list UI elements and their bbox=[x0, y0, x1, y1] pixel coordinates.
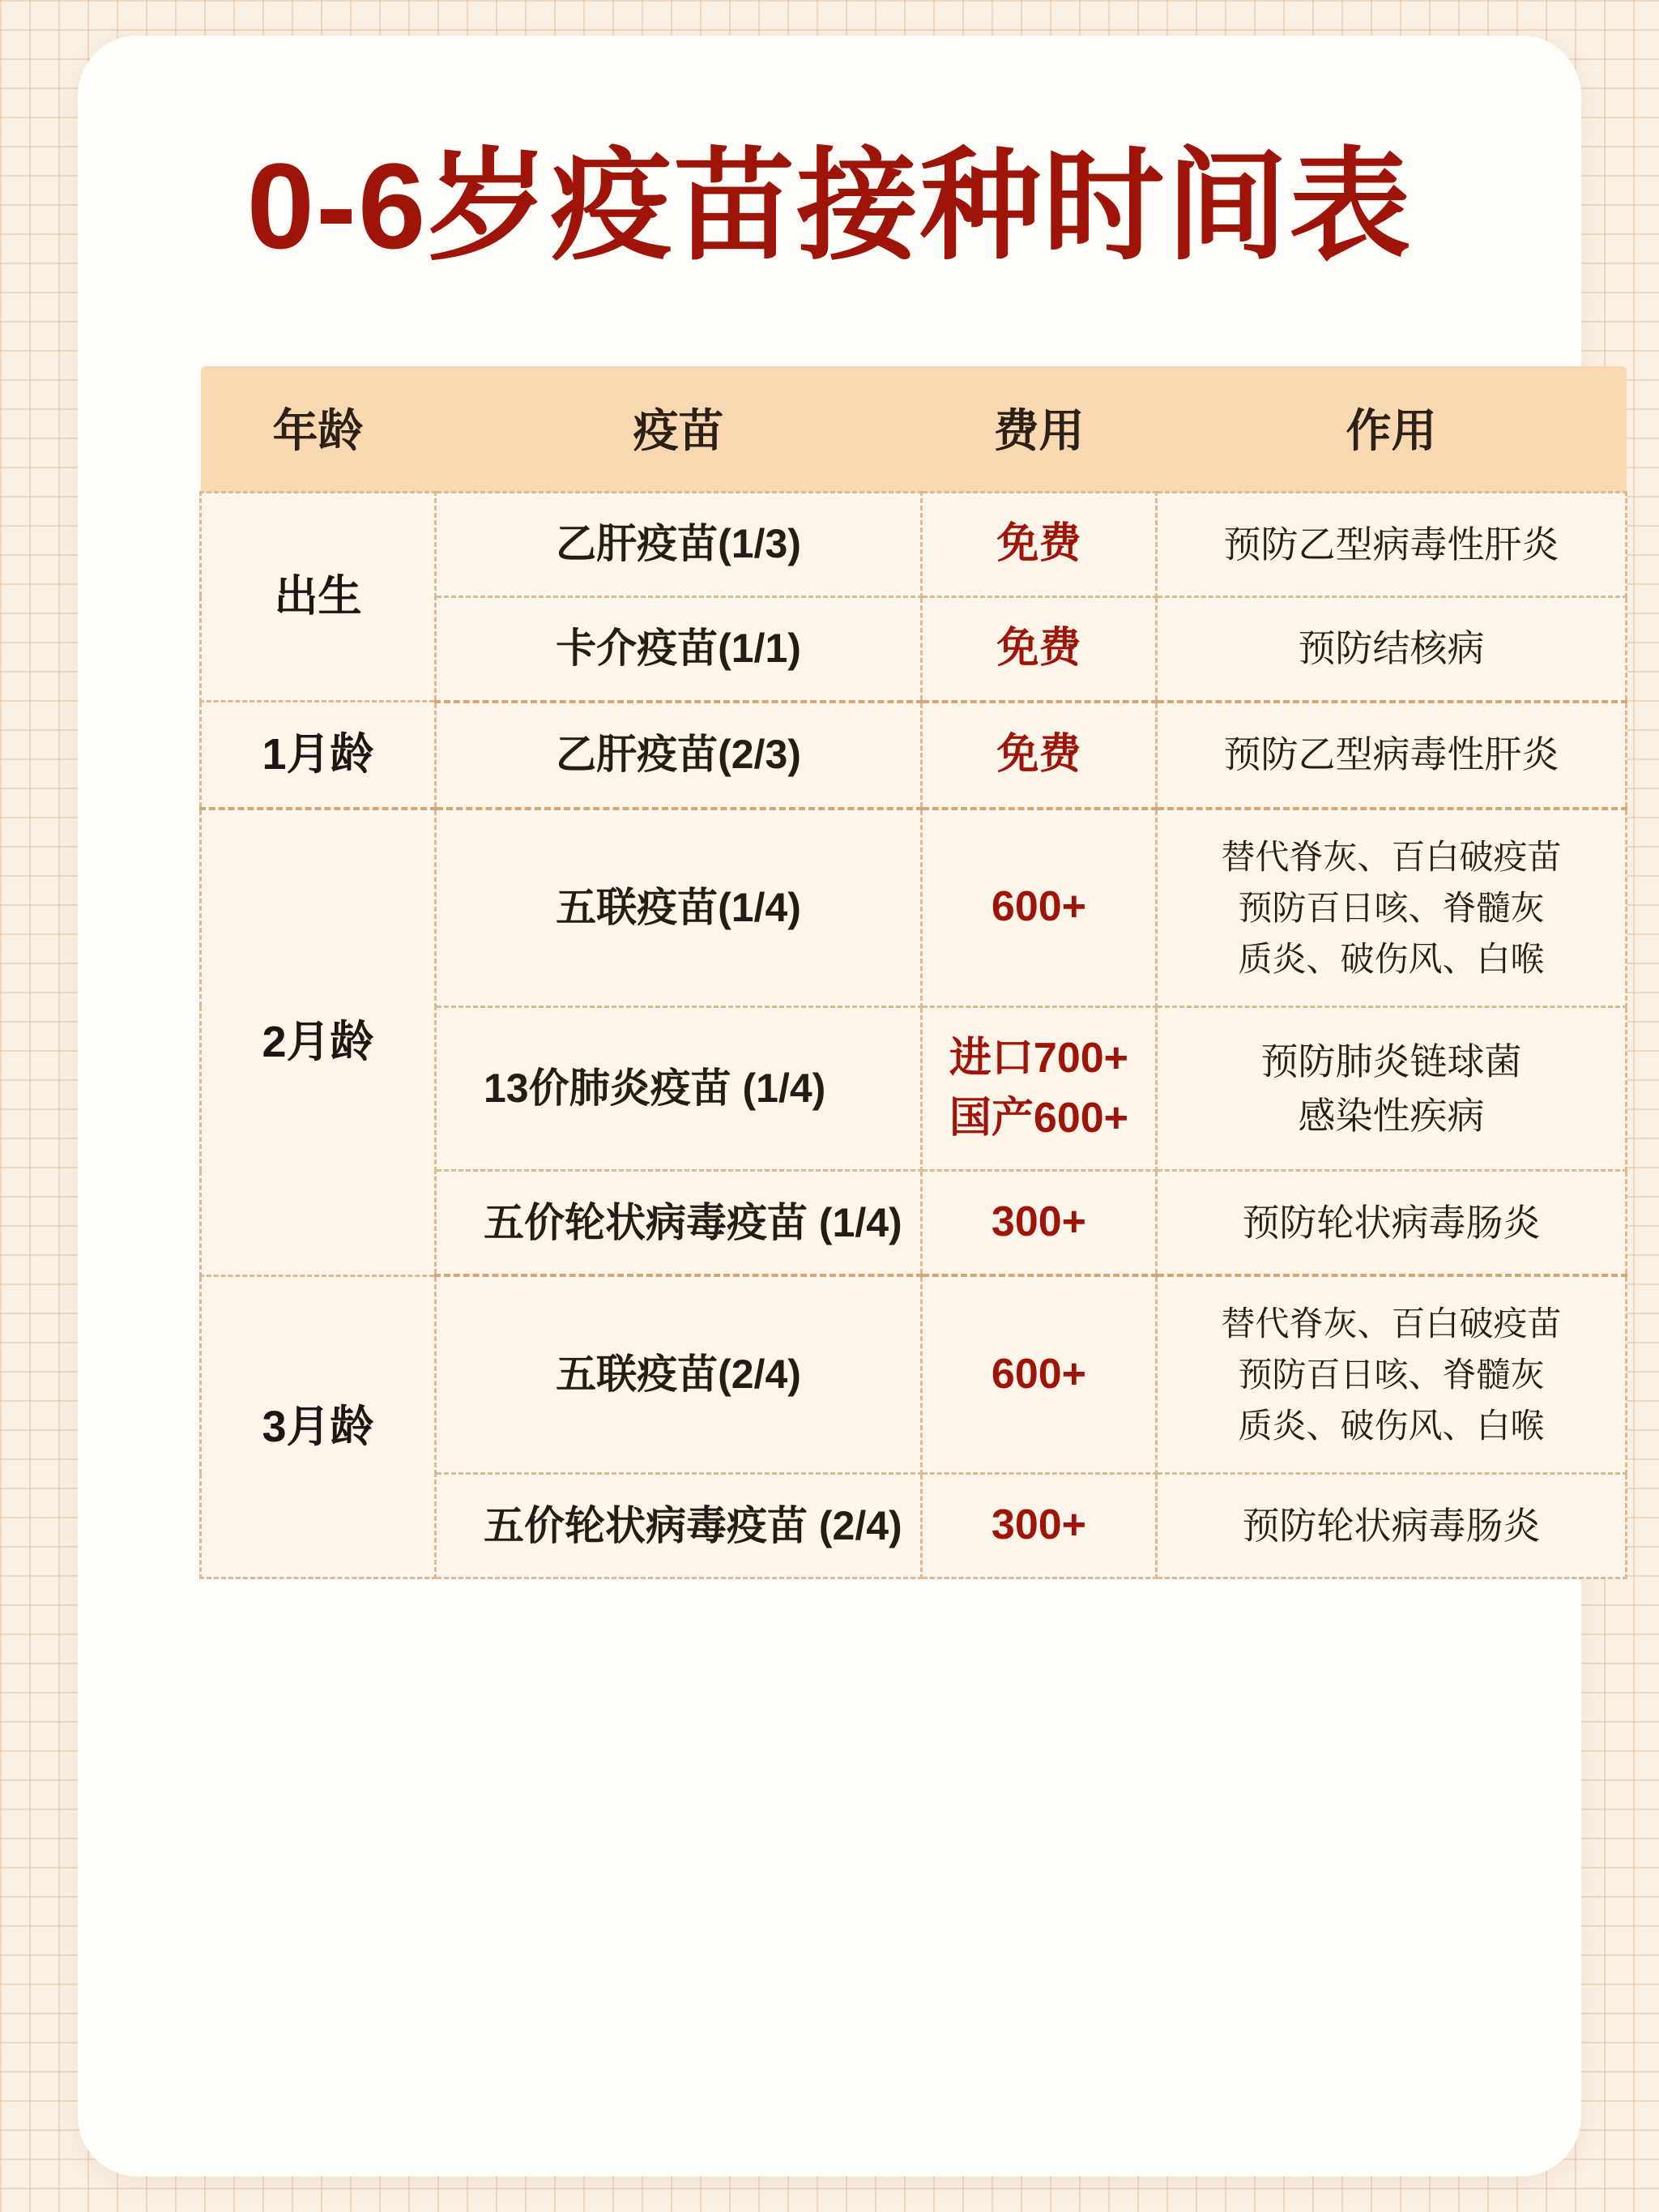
column-header-effect: 作用 bbox=[1157, 366, 1627, 493]
cell-fee bbox=[922, 596, 1157, 701]
effect-line: 预防轮状病毒肠炎 bbox=[1242, 1504, 1541, 1547]
effect-line: 替代脊灰、百白破疫苗 bbox=[1221, 837, 1562, 876]
table-body bbox=[201, 493, 1627, 1578]
column-header-age: 年龄 bbox=[201, 366, 436, 493]
vaccine-schedule-table-wrapper bbox=[199, 366, 1657, 1579]
cell-age: 1月龄 bbox=[201, 702, 436, 809]
cell-vaccine: 五价轮状病毒疫苗 (2/4) bbox=[436, 1474, 922, 1578]
column-header-fee: 费用 bbox=[922, 366, 1157, 493]
cell-vaccine: 乙肝疫苗(1/3) bbox=[436, 493, 922, 597]
cell-effect bbox=[1157, 809, 1627, 1007]
fee-line: 300+ bbox=[991, 1501, 1087, 1549]
effect-line: 预防轮状病毒肠炎 bbox=[1242, 1202, 1541, 1245]
fee-line: 进口700+ bbox=[949, 1034, 1129, 1082]
cell-fee bbox=[922, 1275, 1157, 1474]
cell-age: 2月龄 bbox=[201, 809, 436, 1275]
page-title: 0-6岁疫苗接种时间表 bbox=[246, 138, 1413, 274]
fee-line: 600+ bbox=[991, 1350, 1087, 1398]
cell-fee bbox=[922, 1006, 1157, 1171]
cell-fee bbox=[922, 702, 1157, 809]
table-row bbox=[201, 809, 1627, 1007]
effect-line: 预防肺炎链球菌 bbox=[1260, 1040, 1522, 1083]
cell-fee bbox=[922, 809, 1157, 1007]
effect-line: 质炎、破伤风、白喉 bbox=[1238, 1407, 1545, 1445]
fee-line: 600+ bbox=[991, 883, 1087, 931]
cell-vaccine: 五价轮状病毒疫苗 (1/4) bbox=[436, 1171, 922, 1275]
cell-vaccine: 卡介疫苗(1/1) bbox=[436, 596, 922, 701]
fee-line: 免费 bbox=[996, 730, 1081, 778]
vaccine-schedule-table bbox=[199, 366, 1627, 1579]
fee-line: 免费 bbox=[996, 520, 1081, 567]
table-header bbox=[201, 366, 1627, 493]
effect-line: 预防百日咳、脊髓灰 bbox=[1238, 1356, 1545, 1394]
poster-card bbox=[78, 36, 1581, 2176]
cell-age: 出生 bbox=[201, 493, 436, 702]
cell-vaccine: 13价肺炎疫苗 (1/4) bbox=[436, 1006, 922, 1171]
effect-line: 预防乙型病毒性肝炎 bbox=[1223, 523, 1559, 566]
cell-effect bbox=[1157, 596, 1627, 701]
effect-line: 预防百日咳、脊髓灰 bbox=[1238, 888, 1545, 927]
fee-line: 国产600+ bbox=[949, 1094, 1129, 1142]
column-header-vaccine: 疫苗 bbox=[436, 366, 922, 493]
cell-fee bbox=[922, 1474, 1157, 1578]
cell-vaccine: 乙肝疫苗(2/3) bbox=[436, 702, 922, 809]
cell-effect bbox=[1157, 493, 1627, 597]
cell-effect bbox=[1157, 1006, 1627, 1171]
table-row bbox=[201, 493, 1627, 597]
table-header-row bbox=[201, 366, 1627, 493]
effect-line: 预防乙型病毒性肝炎 bbox=[1223, 733, 1559, 776]
effect-line: 质炎、破伤风、白喉 bbox=[1238, 939, 1545, 978]
cell-effect bbox=[1157, 702, 1627, 809]
cell-vaccine: 五联疫苗(1/4) bbox=[436, 809, 922, 1007]
cell-effect bbox=[1157, 1171, 1627, 1275]
fee-line: 300+ bbox=[991, 1198, 1087, 1246]
fee-line: 免费 bbox=[996, 624, 1081, 672]
cell-effect bbox=[1157, 1275, 1627, 1474]
table-row bbox=[201, 702, 1627, 809]
cell-age: 3月龄 bbox=[201, 1275, 436, 1578]
table-row bbox=[201, 1275, 1627, 1474]
effect-line: 预防结核病 bbox=[1298, 627, 1485, 670]
cell-vaccine: 五联疫苗(2/4) bbox=[436, 1275, 922, 1474]
cell-effect bbox=[1157, 1474, 1627, 1578]
cell-fee bbox=[922, 493, 1157, 597]
cell-fee bbox=[922, 1171, 1157, 1275]
effect-line: 感染性疾病 bbox=[1298, 1094, 1485, 1137]
effect-line: 替代脊灰、百白破疫苗 bbox=[1221, 1305, 1562, 1343]
